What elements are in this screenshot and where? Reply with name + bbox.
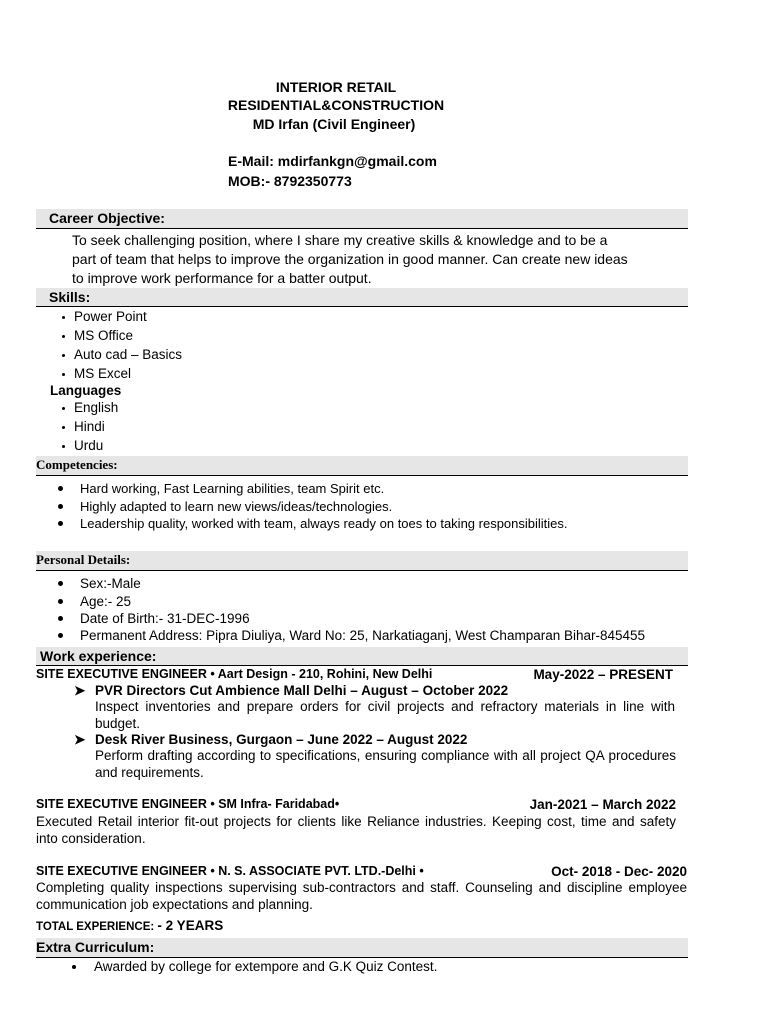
job-description: Completing quality inspections supervising sub-contractors and staff. Counseling and discipline employee communication job expectations and planning. xyxy=(36,880,687,912)
job-dates: Oct- 2018 - Dec- 2020 xyxy=(551,864,687,879)
job-title: SITE EXECUTIVE ENGINEER • SM Infra- Faridabad• xyxy=(36,797,340,811)
career-objective-band xyxy=(36,209,688,229)
project-description: Inspect inventories and prepare orders for civil projects and refractory materials in line with budget. xyxy=(95,699,675,731)
work-experience-title: Work experience: xyxy=(40,648,157,664)
mobile: MOB:- 8792350773 xyxy=(228,173,352,189)
bullet-icon xyxy=(62,426,65,429)
job-heading xyxy=(36,797,676,811)
languages-title: Languages xyxy=(50,383,122,398)
work-experience-band xyxy=(36,647,688,666)
bullet-icon xyxy=(62,354,65,357)
job-heading xyxy=(36,667,676,681)
career-line: to improve work performance for a batter output. xyxy=(72,270,372,286)
competencies-title: Competencies: xyxy=(36,457,118,472)
bullet-icon xyxy=(62,373,65,376)
extra-curriculum-band xyxy=(36,938,688,958)
job-title: SITE EXECUTIVE ENGINEER • N. S. ASSOCIATE PVT. LTD.-Delhi • xyxy=(36,864,424,878)
job-description: Executed Retail interior fit-out projects for clients like Reliance industries. Keeping cost, time and safety into consideration. xyxy=(36,814,676,846)
skills-band xyxy=(36,288,688,307)
arrow-bullet-icon: ➤ xyxy=(74,732,86,747)
total-experience xyxy=(36,917,223,935)
job-heading xyxy=(36,864,687,878)
bullet-icon xyxy=(58,581,63,586)
personal-details-band xyxy=(36,551,688,571)
header-line2: RESIDENTIAL&CONSTRUCTION xyxy=(227,97,445,113)
bullet-icon xyxy=(58,599,63,604)
competencies-band xyxy=(36,456,688,476)
arrow-bullet-icon: ➤ xyxy=(74,683,86,698)
bullet-icon xyxy=(62,335,65,338)
career-line: part of team that helps to improve the organization in good manner. Can create new ideas xyxy=(72,251,628,267)
email: E-Mail: mdirfankgn@gmail.com xyxy=(228,153,437,169)
bullet-icon xyxy=(58,521,63,526)
bullet-icon xyxy=(58,616,63,621)
bullet-icon xyxy=(62,445,65,448)
bullet-icon xyxy=(62,407,65,410)
header-line1: INTERIOR RETAIL xyxy=(275,79,397,95)
career-objective-title: Career Objective: xyxy=(49,210,165,226)
personal-details-title: Personal Details: xyxy=(36,552,131,567)
career-line: To seek challenging position, where I share my creative skills & knowledge and to be a xyxy=(72,232,608,248)
bullet-icon xyxy=(62,316,65,319)
bullet-icon xyxy=(58,633,63,638)
total-experience-value: - 2 YEARS xyxy=(157,918,224,933)
bullet-icon xyxy=(58,504,63,509)
job-dates: May-2022 – PRESENT xyxy=(533,667,673,682)
bullet-icon xyxy=(58,486,63,491)
extra-curriculum-title: Extra Curriculum: xyxy=(36,939,155,955)
skills-title: Skills: xyxy=(49,289,91,305)
header-name: MD Irfan (Civil Engineer) xyxy=(252,116,416,132)
job-dates: Jan-2021 – March 2022 xyxy=(529,797,676,812)
project-description: Perform drafting according to specifications, ensuring compliance with all project QA procedures and requirements. xyxy=(95,748,676,780)
job-title: SITE EXECUTIVE ENGINEER • Aart Design - 210, Rohini, New Delhi xyxy=(36,667,433,681)
bullet-icon xyxy=(72,965,76,969)
total-experience-label: TOTAL EXPERIENCE: xyxy=(36,921,158,933)
